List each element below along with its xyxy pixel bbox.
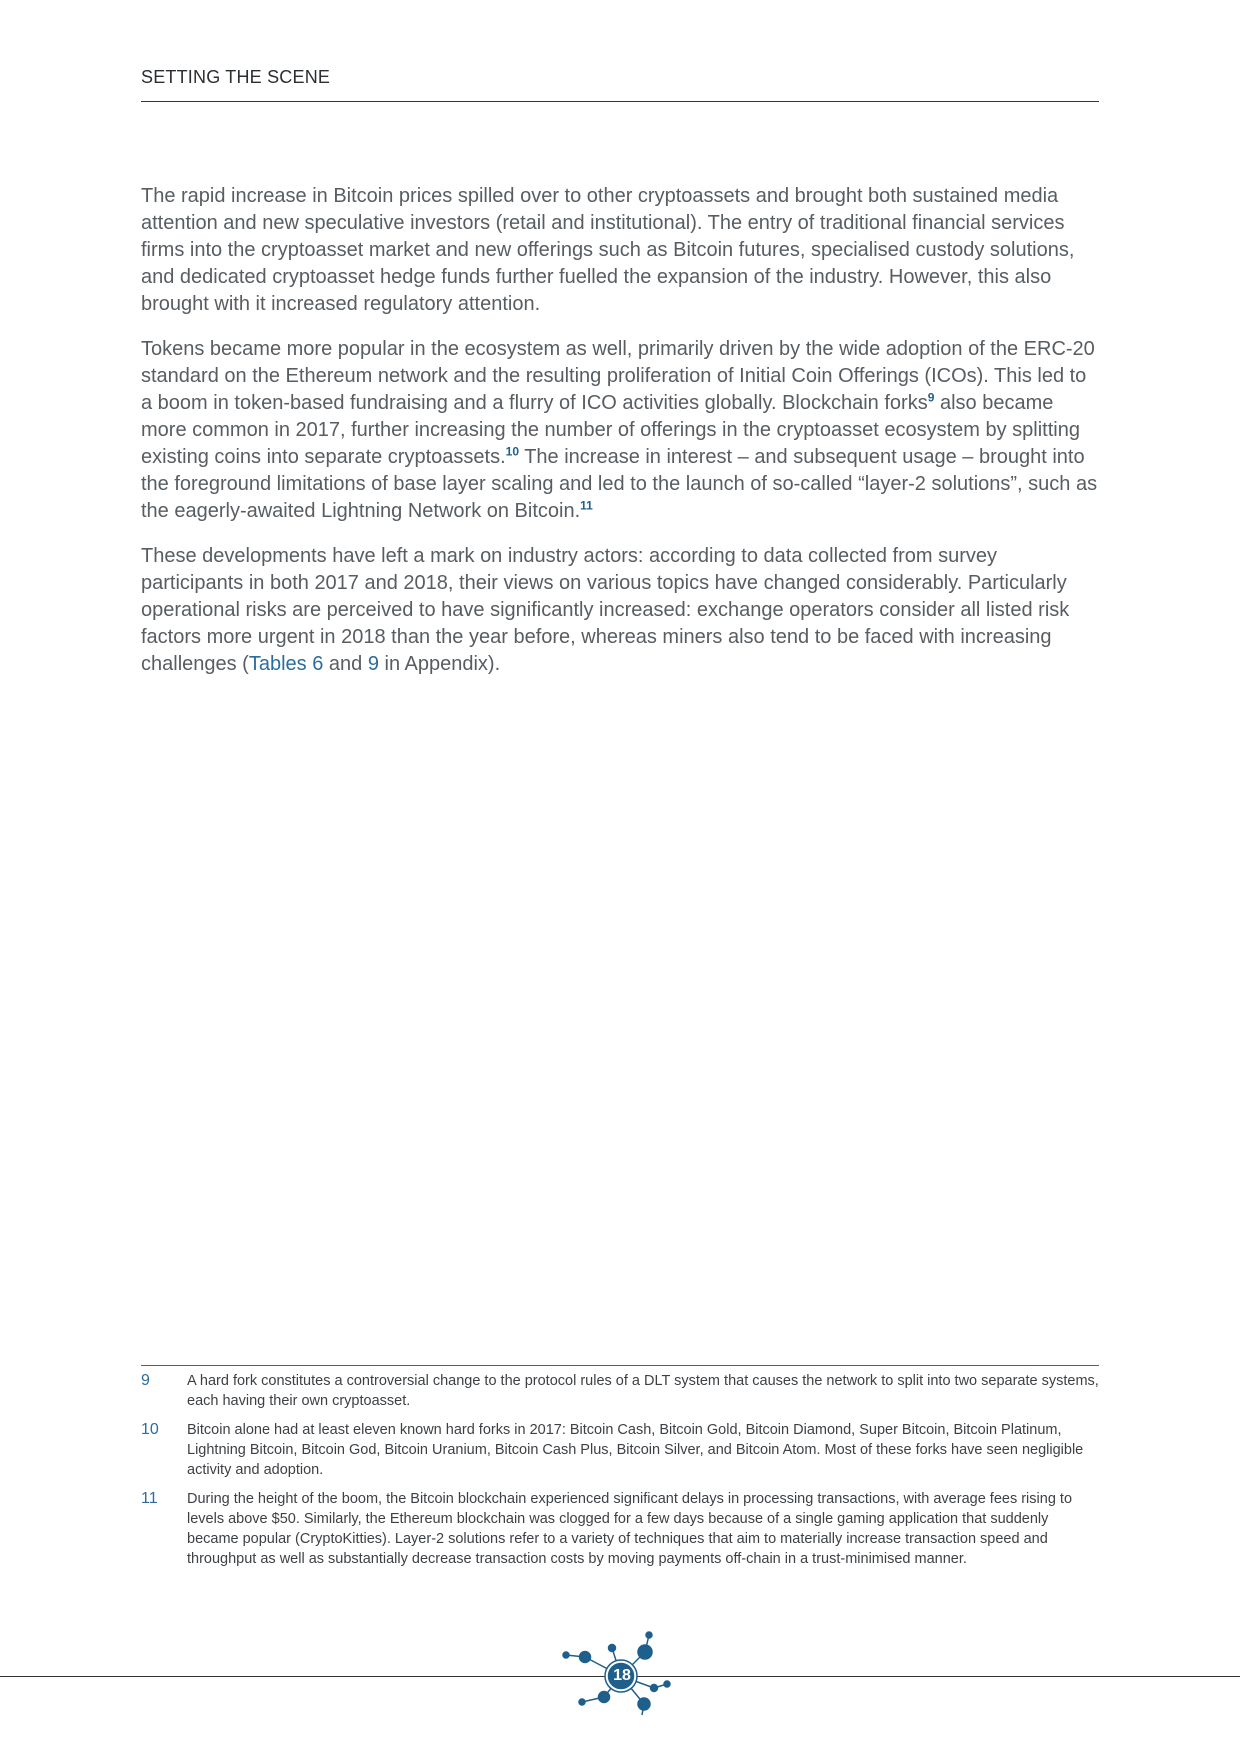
footnote-10 <box>141 1420 1099 1480</box>
footnote-number: 11 <box>141 1490 158 1507</box>
paragraph-2-part-b: also became more common in 2017, further increasing the number of offerings in the cryptoasset ecosystem by splitting existing coins into separate cryptoassets. <box>141 392 1080 468</box>
footnote-text: A hard fork constitutes a controversial change to the protocol rules of a DLT system that causes the network to split into two separate systems, each having their own cryptoasset. <box>187 1373 1099 1409</box>
footnote-divider <box>141 1365 1099 1366</box>
footnote-9 <box>141 1371 1099 1411</box>
table-9-link[interactable]: 9 <box>367 653 379 675</box>
footnote-number: 9 <box>141 1372 150 1389</box>
footnote-ref-10[interactable]: 10 <box>505 444 519 459</box>
tables-6-link[interactable]: Tables 6 <box>248 653 324 675</box>
running-header: SETTING THE SCENE <box>141 67 331 87</box>
paragraph-3-part-b: and <box>323 653 368 675</box>
header-divider <box>141 101 1099 102</box>
footnote-ref-11[interactable]: 11 <box>580 498 593 513</box>
paragraph-3-part-c: in Appendix). <box>378 653 501 675</box>
footnotes <box>141 1371 1099 1578</box>
paragraph-2-part-c: The increase in interest – and subsequent usage – brought into the foreground limitations of base layer scaling and led to the launch of so-called “layer-2 solutions”, such as the eagerly-awaited Lightning Network on Bitcoin. <box>141 446 1098 522</box>
paragraph-3-part-a: These developments have left a mark on industry actors: according to data collected from survey participants in both 2017 and 2018, their views on various topics have changed considerably. Particularly operational risks are perceived to have significantly increased: exchange operators consider all listed risk factors more urgent in 2018 than the year before, whereas miners also tend to be faced with increasing challenges ( <box>141 545 1070 675</box>
paragraph-2 <box>141 336 1099 525</box>
paragraph-3 <box>141 543 1099 678</box>
paragraph-1: The rapid increase in Bitcoin prices spilled over to other cryptoassets and brought both sustained media attention and new speculative investors (retail and institutional). The entry of traditional financial services firms into the cryptoasset market and new offerings such as Bitcoin futures, specialised custody solutions, and dedicated cryptoasset hedge funds further fuelled the expansion of the industry. However, this also brought with it increased regulatory attention. <box>141 185 1075 315</box>
main-text <box>141 183 1099 696</box>
footnote-11 <box>141 1489 1099 1569</box>
page-number: 18 <box>613 1667 631 1684</box>
footnote-text: During the height of the boom, the Bitcoin blockchain experienced significant delays in processing transactions, with average fees rising to levels above $50. Similarly, the Ethereum blockchain was clogged for a few days because of a single gaming application that suddenly became popular (CryptoKitties). Layer-2 solutions refer to a variety of techniques that aim to materially increase transaction speed and throughput as well as substantially decrease transaction costs by moving payments off-chain in a trust-minimised manner. <box>187 1491 1073 1567</box>
paragraph-2-part-a: Tokens became more popular in the ecosystem as well, primarily driven by the wide adoption of the ERC-20 standard on the Ethereum network and the resulting proliferation of Initial Coin Offerings (ICOs). This led to a boom in token-based fundraising and a flurry of ICO activities globally. Blockchain forks <box>141 338 1095 414</box>
footnote-ref-9[interactable]: 9 <box>927 390 935 405</box>
footnote-number: 10 <box>141 1421 159 1438</box>
footnote-text: Bitcoin alone had at least eleven known hard forks in 2017: Bitcoin Cash, Bitcoin Gold, Bitcoin Diamond, Super Bitcoin, Bitcoin Platinum, Lightning Bitcoin, Bitcoin God, Bitcoin Uranium, Bitcoin Cash Plus, Bitcoin Silver, and Bitcoin Atom. Most of these forks have seen negligible activity and adoption. <box>187 1422 1084 1478</box>
